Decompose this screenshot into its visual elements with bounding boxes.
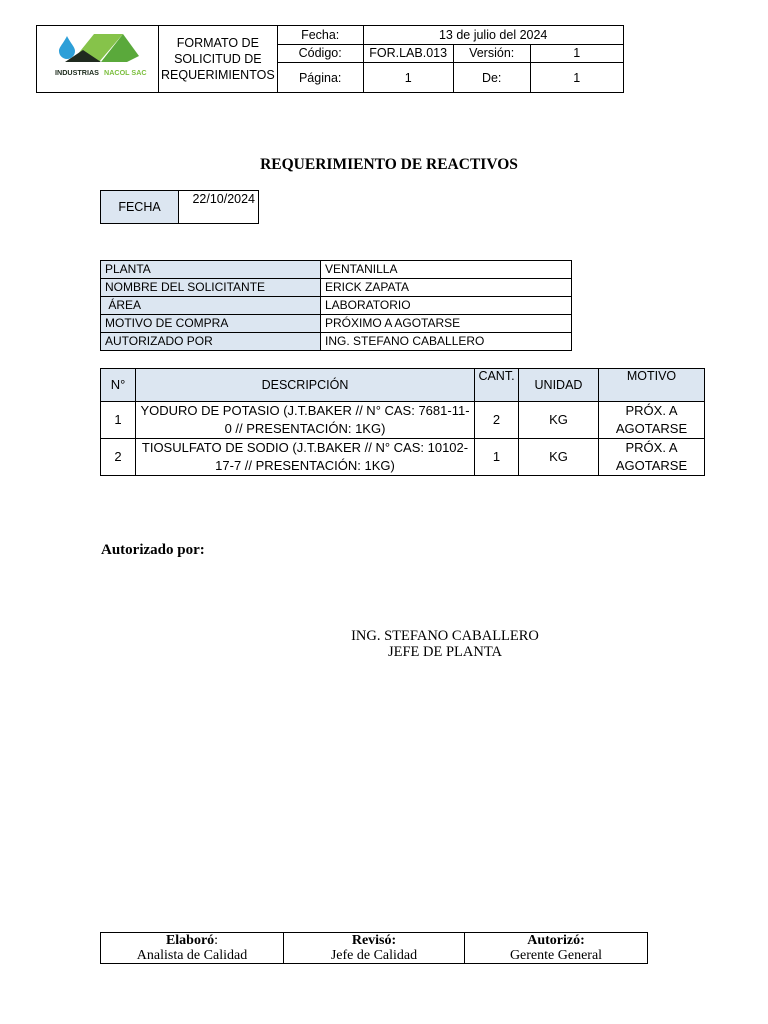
info-value: VENTANILLA [321,261,572,279]
approval-footer [100,932,648,964]
info-value: PRÓXIMO A AGOTARSE [321,315,572,333]
footer-elaboro [101,933,284,964]
footer-reviso-value: Jefe de Calidad [330,948,418,963]
fecha-label: Fecha: [277,26,363,45]
row-desc: TIOSULFATO DE SODIO (J.T.BAKER // N° CAS: 10102-17-7 // PRESENTACIÓN: 1KG) [136,439,475,476]
col-motivo-header: MOTIVO [599,369,705,402]
footer-reviso-label: Revisó: [351,933,397,948]
footer-autorizo-label: Autorizó: [527,933,585,948]
fecha-box-value: 22/10/2024 [179,191,259,224]
footer-autorizo-value: Gerente General [509,948,603,963]
col-cant-header: CANT. [475,369,519,402]
codigo-label: Código: [277,44,363,63]
table-header-row [101,369,705,402]
company-logo [37,26,159,93]
page-title: REQUERIMIENTO DE REACTIVOS [260,156,518,173]
info-row [101,315,572,333]
signer-name: ING. STEFANO CABALLERO [351,628,539,644]
row-desc: YODURO DE POTASIO (J.T.BAKER // N° CAS: 7681-11-0 // PRESENTACIÓN: 1KG) [136,402,475,439]
footer-autorizo [465,933,648,964]
info-value: LABORATORIO [321,297,572,315]
col-desc-header: DESCRIPCIÓN [136,369,475,402]
codigo-value: FOR.LAB.013 [363,44,453,63]
info-label: AUTORIZADO POR [101,333,321,351]
col-num-header: N° [101,369,136,402]
fecha-value: 13 de julio del 2024 [363,26,623,45]
version-label: Versión: [453,44,530,63]
info-label: NOMBRE DEL SOLICITANTE [101,279,321,297]
table-row [101,439,705,476]
row-motivo: PRÓX. A AGOTARSE [599,439,705,476]
de-label: De: [453,63,530,93]
info-row [101,333,572,351]
row-unidad: KG [519,439,599,476]
signer-role: JEFE DE PLANTA [387,644,503,660]
footer-elaboro-colon: : [214,933,219,948]
pagina-value: 1 [363,63,453,93]
info-label: ÁREA [101,297,321,315]
row-num: 2 [101,439,136,476]
row-cant: 1 [475,439,519,476]
info-value: ING. STEFANO CABALLERO [321,333,572,351]
nacol-logo-icon [39,26,157,88]
footer-elaboro-label: Elaboró [165,933,215,948]
info-row [101,261,572,279]
pagina-label: Página: [277,63,363,93]
document-header [36,25,624,93]
row-cant: 2 [475,402,519,439]
version-value: 1 [530,44,623,63]
info-value: ERICK ZAPATA [321,279,572,297]
footer-elaboro-value: Analista de Calidad [136,948,248,963]
row-num: 1 [101,402,136,439]
authorized-by-label: Autorizado por: [101,542,205,558]
footer-reviso [284,933,465,964]
info-label: PLANTA [101,261,321,279]
row-motivo: PRÓX. A AGOTARSE [599,402,705,439]
de-value: 1 [530,63,623,93]
form-title: FORMATO DE SOLICITUD DE REQUERIMIENTOS [159,26,278,93]
info-row [101,279,572,297]
info-row [101,297,572,315]
col-unidad-header: UNIDAD [519,369,599,402]
request-info-table [100,260,572,351]
table-row [101,402,705,439]
reagents-table [100,368,705,476]
fecha-box-label: FECHA [101,191,179,224]
row-unidad: KG [519,402,599,439]
svg-text:INDUSTRIAS: INDUSTRIAS [54,68,99,77]
info-label: MOTIVO DE COMPRA [101,315,321,333]
svg-text:NACOL SAC: NACOL SAC [103,68,147,77]
fecha-box [100,190,259,224]
signature-block [300,628,590,660]
